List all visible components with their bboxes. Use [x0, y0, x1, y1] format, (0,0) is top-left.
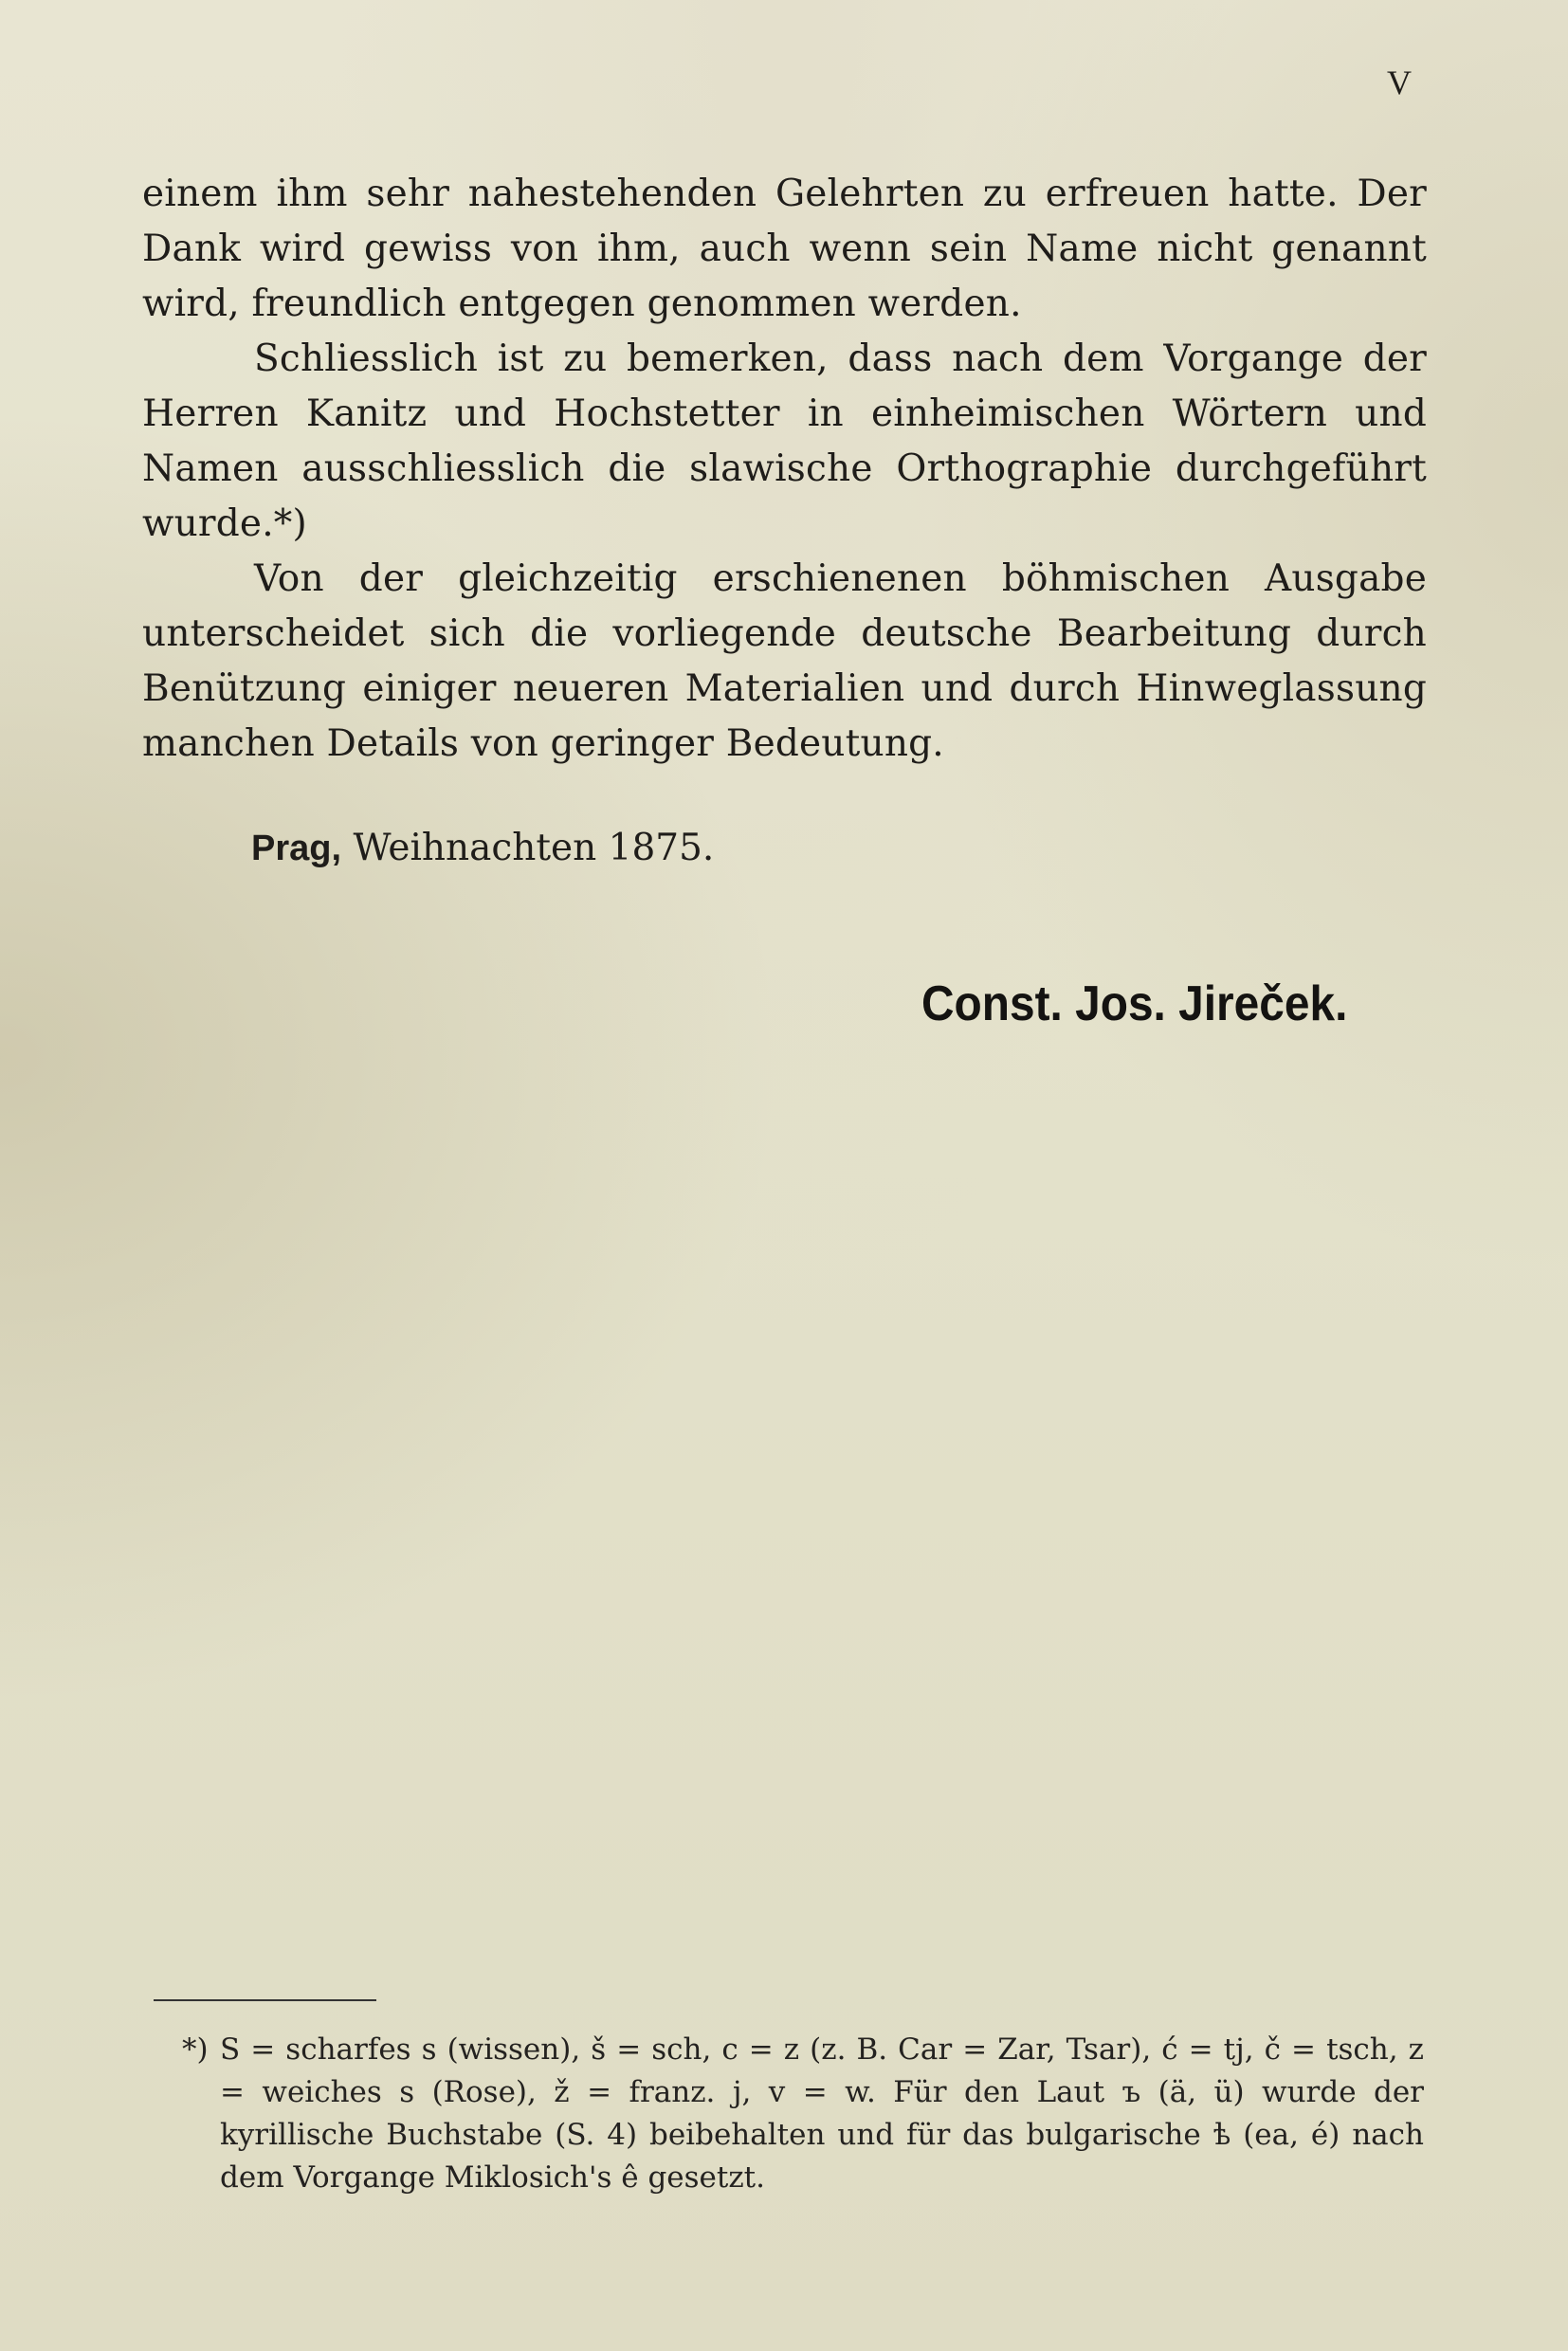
dateline-place: Prag, [251, 829, 342, 868]
footnote-marker: *) [182, 2032, 209, 2067]
paragraph-edition-note: Von der gleichzeitig erschienenen böhmischen Ausgabe unterscheidet sich die vorliegende deutsche Bearbeitung durch Benützung einiger neueren Materialien und durch Hinweglassung manchen Details von geringer Bedeutung. [142, 557, 1427, 765]
footnote-divider [154, 1999, 376, 2001]
author-signature: Const. Jos. Jireček. [921, 976, 1348, 1031]
page-number: V [1387, 64, 1412, 101]
dateline [251, 821, 714, 876]
paragraph-continuation: einem ihm sehr nahestehenden Gelehrten zu erfreuen hatte. Der Dank wird gewiss von ihm, auch wenn sein Name nicht genannt wird, freundlich entgegen genommen werden. [142, 173, 1427, 325]
paragraph-orthography: Schliesslich ist zu bemerken, dass nach dem Vorgange der Herren Kanitz und Hochstetter in einheimischen Wörtern und Namen ausschliesslich die slawische Orthographie durchgeführt wurde.*) [142, 337, 1427, 545]
footnote [182, 2029, 1424, 2199]
footnote-text: S = scharfes s (wissen), š = sch, c = z (z. B. Car = Zar, Tsar), ć = tj, č = tsch, z = weiches s (Rose), ž = franz. j, v = w. Für den Laut ъ (ä, ü) wurde der kyrillische Buchstabe (S. 4) beibehalten und für das bulgarische ѣ (ea, é) nach dem Vorgange Miklosich's ê gesetzt. [220, 2032, 1424, 2195]
dateline-date: Weihnachten 1875. [353, 827, 715, 869]
body-text [142, 167, 1427, 772]
